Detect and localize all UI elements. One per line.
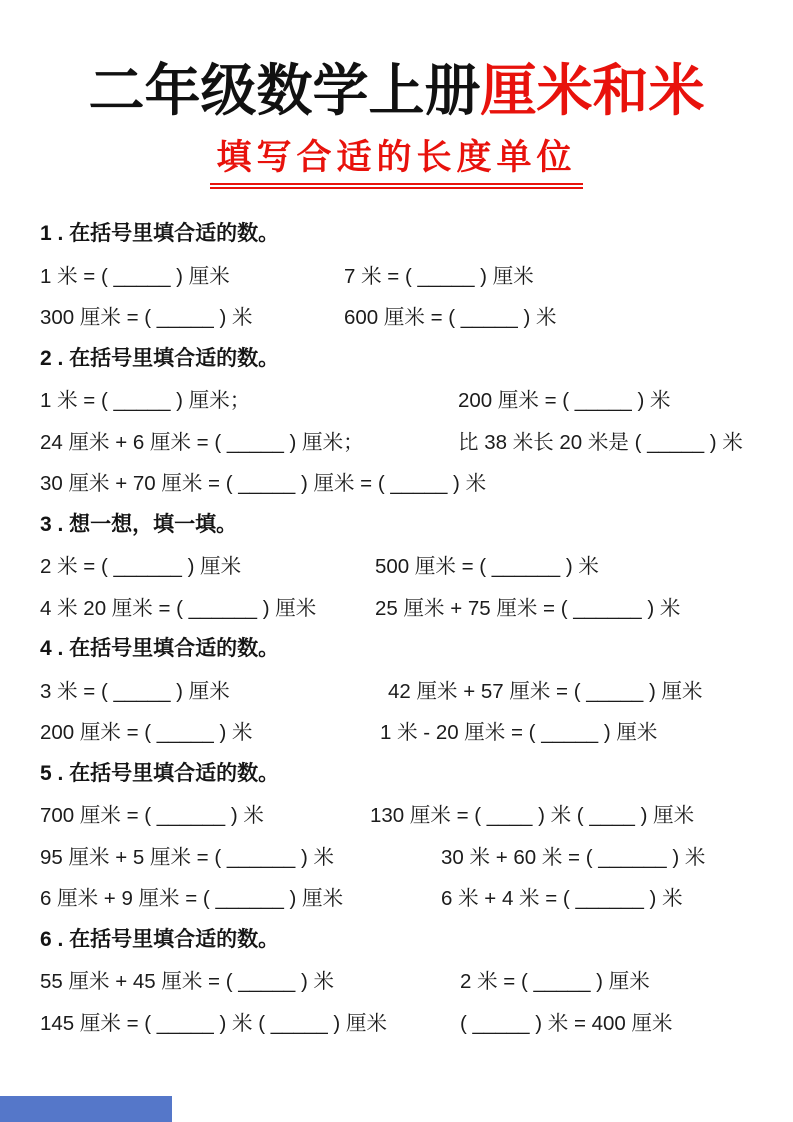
problem-right: 500 厘米 = ( ______ ) 米 (375, 555, 599, 579)
problem-row (40, 544, 757, 586)
problem-left: 4 米 20 厘米 = ( ______ ) 厘米 (40, 596, 317, 620)
problem-right: 比 38 米长 20 米是 ( _____ ) 米 (458, 430, 743, 454)
problem-row (40, 710, 757, 752)
problem-left: 6 厘米 + 9 厘米 = ( ______ ) 厘米 (40, 887, 344, 911)
problem-row (40, 793, 757, 835)
section-heading: 2 . 在括号里填合适的数。 (40, 346, 280, 370)
problem-right: ( _____ ) 米 = 400 厘米 (460, 1011, 673, 1035)
problem-right: 2 米 = ( _____ ) 厘米 (460, 970, 650, 994)
problem-right: 130 厘米 = ( ____ ) 米 ( ____ ) 厘米 (370, 804, 695, 828)
problem-right: 600 厘米 = ( _____ ) 米 (344, 306, 557, 330)
problem-left: 55 厘米 + 45 厘米 = ( _____ ) 米 (40, 970, 334, 994)
section-5 (40, 751, 757, 917)
page-title-black: 二年级数学上册 (88, 59, 481, 122)
section-heading: 6 . 在括号里填合适的数。 (40, 927, 280, 951)
problem-right: 42 厘米 + 57 厘米 = ( _____ ) 厘米 (388, 679, 703, 703)
problem-left: 300 厘米 = ( _____ ) 米 (40, 306, 253, 330)
problem-right: 200 厘米 = ( _____ ) 米 (458, 389, 671, 413)
section-4 (40, 627, 757, 752)
section-heading: 4 . 在括号里填合适的数。 (40, 637, 280, 661)
section-2 (40, 336, 757, 502)
section-heading: 5 . 在括号里填合适的数。 (40, 761, 280, 785)
problem-row (40, 876, 757, 918)
subtitle-wrap (0, 136, 793, 198)
section-heading: 3 . 想一想，填一填。 (40, 512, 238, 536)
problem-left: 145 厘米 = ( _____ ) 米 ( _____ ) 厘米 (40, 1011, 387, 1035)
problem-row (40, 461, 757, 503)
problem-row (40, 378, 757, 420)
problem-left: 1 米 = ( _____ ) 厘米； (40, 389, 251, 413)
problem-left: 700 厘米 = ( ______ ) 米 (40, 804, 264, 828)
problem-left: 3 米 = ( _____ ) 厘米 (40, 679, 230, 703)
problem-left: 1 米 = ( _____ ) 厘米 (40, 264, 230, 288)
problem-right: 6 米 + 4 米 = ( ______ ) 米 (441, 887, 683, 911)
problem-row (40, 253, 757, 295)
problem-row (40, 585, 757, 627)
problem-row (40, 668, 757, 710)
problem-right: 30 米 + 60 米 = ( ______ ) 米 (441, 845, 706, 869)
section-1 (40, 212, 757, 337)
problem-left: 200 厘米 = ( _____ ) 米 (40, 721, 253, 745)
page-subtitle: 填写合适的长度单位 (210, 136, 582, 190)
problem-left: 24 厘米 + 6 厘米 = ( _____ ) 厘米； (40, 430, 364, 454)
problem-right: 7 米 = ( _____ ) 厘米 (344, 264, 534, 288)
problem-left: 30 厘米 + 70 厘米 = ( _____ ) 厘米 = ( _____ ) 米 (40, 472, 487, 496)
problem-right: 1 米 - 20 厘米 = ( _____ ) 厘米 (380, 721, 658, 745)
problem-left: 95 厘米 + 5 厘米 = ( ______ ) 米 (40, 845, 334, 869)
worksheet-body (0, 212, 793, 1042)
section-heading: 1 . 在括号里填合适的数。 (40, 222, 280, 246)
problem-row (40, 1000, 757, 1042)
problem-row (40, 834, 757, 876)
problem-left: 2 米 = ( ______ ) 厘米 (40, 555, 242, 579)
page-title (0, 0, 793, 122)
page-title-red: 厘米和米 (480, 59, 705, 122)
section-3 (40, 502, 757, 627)
problem-right: 25 厘米 + 75 厘米 = ( ______ ) 米 (375, 596, 681, 620)
problem-row (40, 419, 757, 461)
problem-row (40, 959, 757, 1001)
problem-row (40, 295, 757, 337)
section-6 (40, 917, 757, 1042)
footer-bar (0, 1096, 172, 1122)
